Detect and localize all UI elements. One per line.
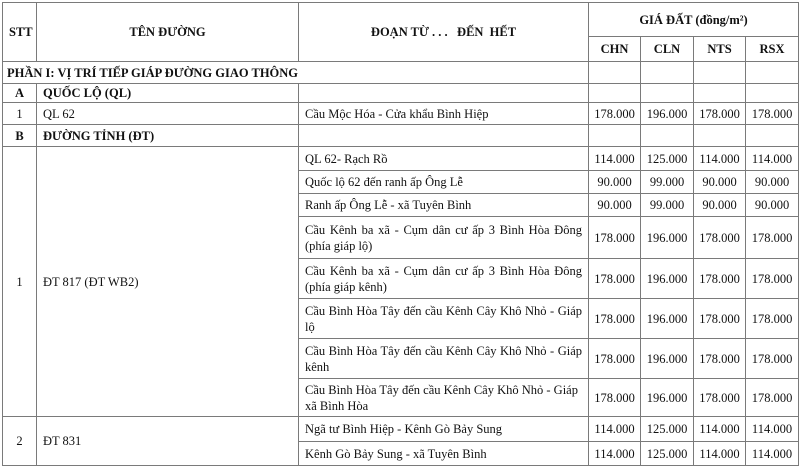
price-nts: 178.000: [694, 339, 746, 379]
price-nts: 90.000: [694, 171, 746, 194]
price-chn: 178.000: [589, 379, 641, 417]
table-row: [3, 147, 799, 171]
price-nts: 178.000: [694, 299, 746, 339]
price-chn: 178.000: [589, 217, 641, 259]
row-road-name: ĐT 831: [37, 417, 299, 466]
row-stt: 2: [3, 417, 37, 466]
group-label: ĐƯỜNG TỈNH (ĐT): [37, 125, 299, 147]
row-segment: Ngã tư Bình Hiệp - Kênh Gò Bảy Sung: [299, 417, 589, 442]
price-cln: 196.000: [641, 299, 694, 339]
price-rsx: 178.000: [746, 259, 799, 299]
section-title: PHẦN I: VỊ TRÍ TIẾP GIÁP ĐƯỜNG GIAO THÔNG: [3, 62, 589, 84]
price-cln: 196.000: [641, 103, 694, 125]
price-nts: 178.000: [694, 217, 746, 259]
row-segment: QL 62- Rạch Rồ: [299, 147, 589, 171]
row-stt: 1: [3, 103, 37, 125]
group-label: QUỐC LỘ (QL): [37, 84, 299, 103]
section-row-part1: [3, 62, 799, 84]
header-chn: CHN: [589, 37, 641, 62]
header-stt: STT: [3, 3, 37, 62]
price-chn: 178.000: [589, 299, 641, 339]
price-cln: 99.000: [641, 194, 694, 217]
group-stt: A: [3, 84, 37, 103]
price-chn: 178.000: [589, 103, 641, 125]
header-road-name: TÊN ĐƯỜNG: [37, 3, 299, 62]
row-segment: Cầu Bình Hòa Tây đến cầu Kênh Cây Khô Nhỏ - Giáp xã Bình Hòa: [299, 379, 589, 417]
price-cln: 125.000: [641, 442, 694, 466]
header-segment: ĐOẠN TỪ . . . ĐẾN HẾT: [299, 3, 589, 62]
price-rsx: 114.000: [746, 442, 799, 466]
header-rsx: RSX: [746, 37, 799, 62]
price-nts: 178.000: [694, 103, 746, 125]
row-road-name: QL 62: [37, 103, 299, 125]
header-cln: CLN: [641, 37, 694, 62]
price-rsx: 178.000: [746, 379, 799, 417]
table-row: [3, 103, 799, 125]
group-stt: B: [3, 125, 37, 147]
price-nts: 178.000: [694, 259, 746, 299]
price-rsx: 90.000: [746, 194, 799, 217]
price-cln: 196.000: [641, 259, 694, 299]
row-segment: Cầu Bình Hòa Tây đến cầu Kênh Cây Khô Nhỏ - Giáp kênh: [299, 339, 589, 379]
header-land-price: GIÁ ĐẤT (đồng/m²): [589, 3, 799, 37]
row-road-name: ĐT 817 (ĐT WB2): [37, 147, 299, 417]
row-stt: 1: [3, 147, 37, 417]
price-nts: 114.000: [694, 147, 746, 171]
price-cln: 99.000: [641, 171, 694, 194]
price-cln: 196.000: [641, 339, 694, 379]
price-chn: 90.000: [589, 194, 641, 217]
row-segment: Cầu Kênh ba xã - Cụm dân cư ấp 3 Bình Hòa Đông (phía giáp kênh): [299, 259, 589, 299]
group-row-a: [3, 84, 799, 103]
price-chn: 114.000: [589, 442, 641, 466]
price-cln: 125.000: [641, 417, 694, 442]
price-nts: 90.000: [694, 194, 746, 217]
price-chn: 178.000: [589, 339, 641, 379]
price-chn: 114.000: [589, 147, 641, 171]
price-nts: 114.000: [694, 417, 746, 442]
row-segment: Cầu Bình Hòa Tây đến cầu Kênh Cây Khô Nhỏ - Giáp lộ: [299, 299, 589, 339]
table-row: [3, 417, 799, 442]
price-cln: 196.000: [641, 217, 694, 259]
row-segment: Ranh ấp Ông Lễ - xã Tuyên Bình: [299, 194, 589, 217]
group-row-b: [3, 125, 799, 147]
price-rsx: 90.000: [746, 171, 799, 194]
price-cln: 196.000: [641, 379, 694, 417]
price-nts: 114.000: [694, 442, 746, 466]
row-segment: Quốc lộ 62 đến ranh ấp Ông Lễ: [299, 171, 589, 194]
price-chn: 178.000: [589, 259, 641, 299]
price-rsx: 178.000: [746, 217, 799, 259]
price-rsx: 178.000: [746, 103, 799, 125]
land-price-table: [2, 2, 799, 466]
price-rsx: 114.000: [746, 417, 799, 442]
header-nts: NTS: [694, 37, 746, 62]
price-cln: 125.000: [641, 147, 694, 171]
price-chn: 114.000: [589, 417, 641, 442]
price-rsx: 178.000: [746, 299, 799, 339]
price-nts: 178.000: [694, 379, 746, 417]
row-segment: Cầu Kênh ba xã - Cụm dân cư ấp 3 Bình Hòa Đông (phía giáp lộ): [299, 217, 589, 259]
price-rsx: 114.000: [746, 147, 799, 171]
row-segment: Kênh Gò Bảy Sung - xã Tuyên Bình: [299, 442, 589, 466]
price-chn: 90.000: [589, 171, 641, 194]
price-rsx: 178.000: [746, 339, 799, 379]
row-segment: Cầu Mộc Hóa - Cửa khẩu Bình Hiệp: [299, 103, 589, 125]
